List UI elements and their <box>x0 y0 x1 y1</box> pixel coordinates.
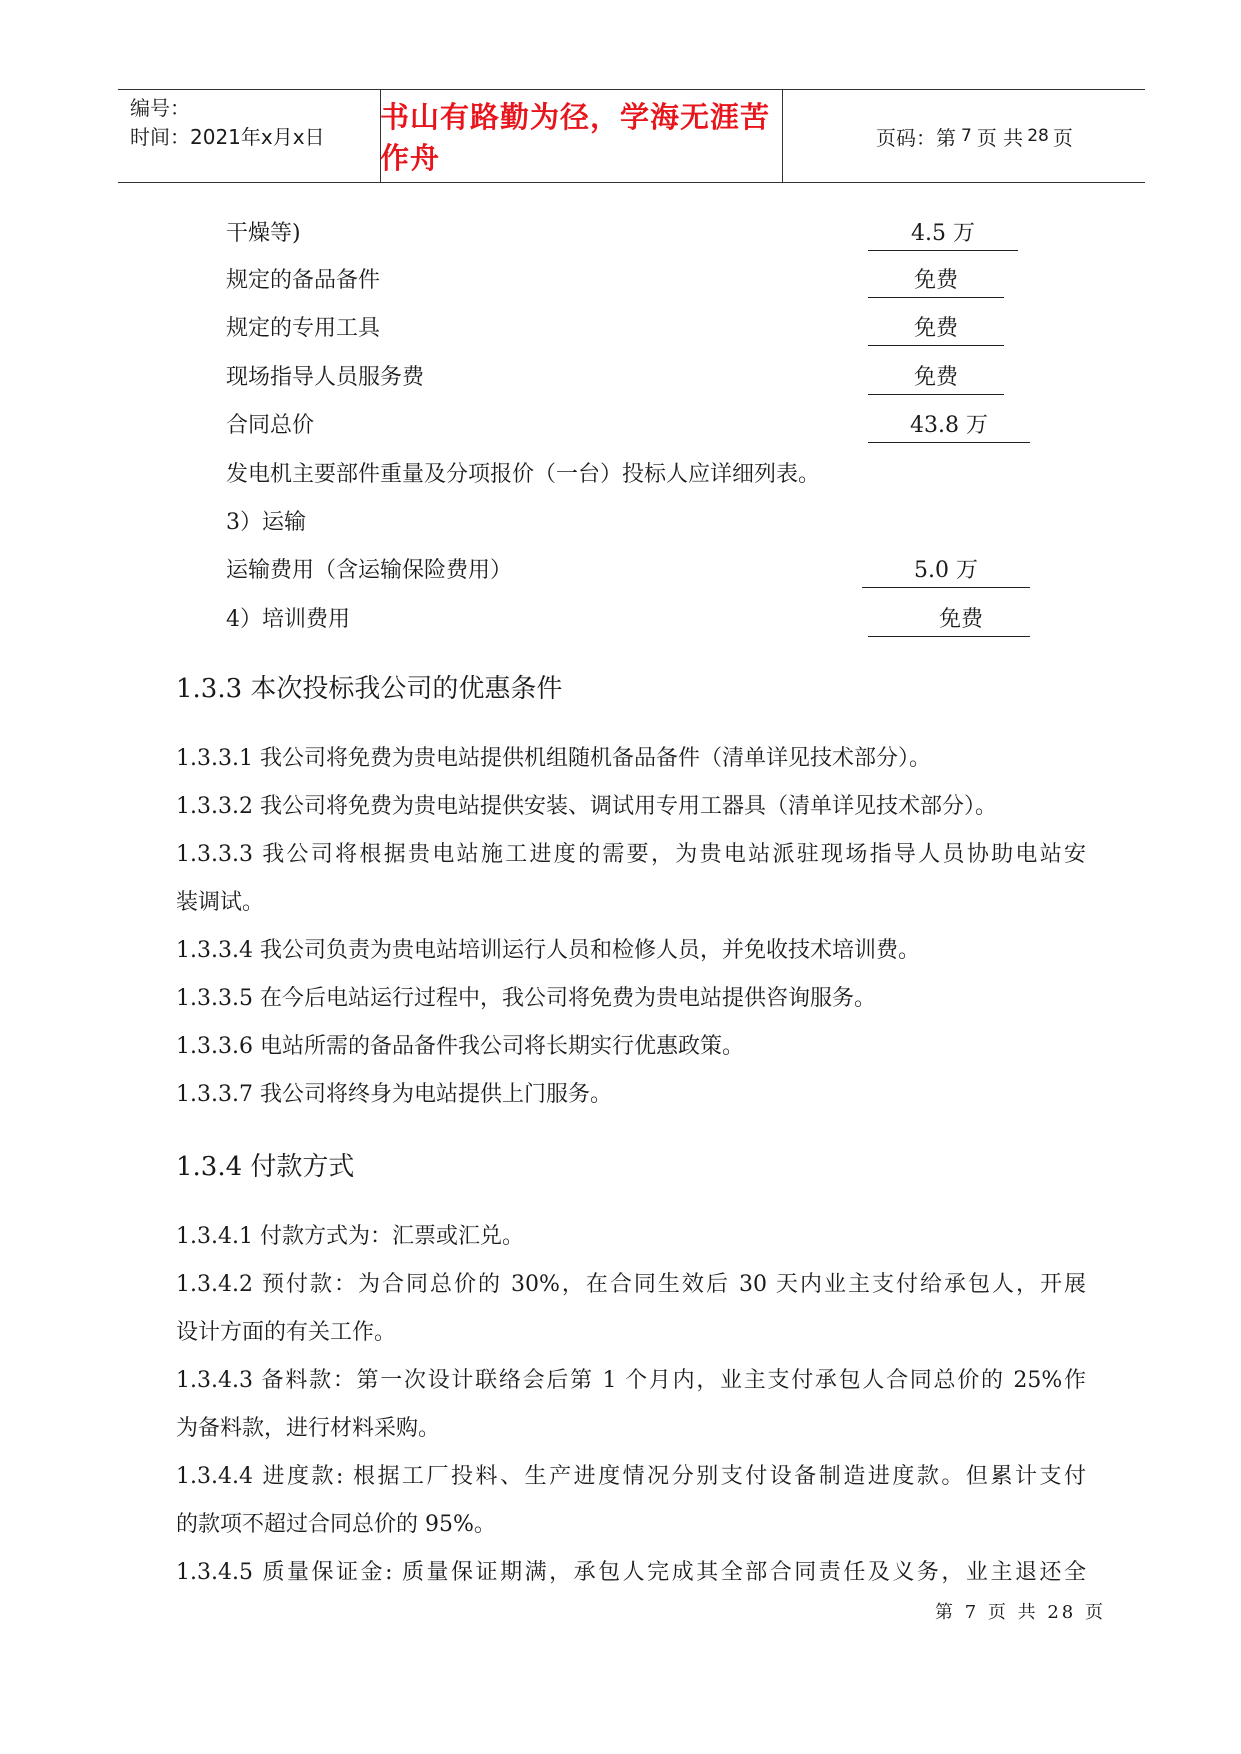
header-time-label: 时间：2021年x月x日 <box>130 125 325 149</box>
paragraph-line: 装调试。 <box>176 890 265 915</box>
paragraph-line: 1.3.4.2 预付款：为合同总价的 30%，在合同生效后 30 天内业主支付给承包人，开展 <box>176 1272 1086 1297</box>
header-page-current: 7 <box>961 126 972 146</box>
header-page-mid: 页 共 <box>976 125 1024 150</box>
paragraph-line: 1.3.3.3 我公司将根据贵电站施工进度的需要，为贵电站派驻现场指导人员协助电站安 <box>176 842 1086 867</box>
price-item-value: 4.5 万 <box>868 219 1018 251</box>
price-item-label: 规定的专用工具 <box>226 316 381 341</box>
price-item-label: 干燥等) <box>226 221 301 246</box>
header-motto: 书山有路勤为径，学海无涯苦作舟 <box>380 100 771 175</box>
paragraph-line: 的款项不超过合同总价的 95%。 <box>176 1512 496 1537</box>
price-item-label: 规定的备品备件 <box>226 268 381 293</box>
paragraph-line: 1.3.3.6 电站所需的备品备件我公司将长期实行优惠政策。 <box>176 1034 744 1059</box>
header-number-label: 编号： <box>130 96 190 120</box>
price-item-value: 免费 <box>868 314 1004 346</box>
price-item-label: 合同总价 <box>226 413 315 438</box>
header-page-info <box>876 90 1073 182</box>
transport-item-value: 5.0 万 <box>862 556 1030 588</box>
paragraph-line: 1.3.3.7 我公司将终身为电站提供上门服务。 <box>176 1082 612 1107</box>
price-item-value: 免费 <box>868 266 1004 298</box>
page-header <box>118 89 1145 183</box>
transport-heading: 3）运输 <box>226 510 306 535</box>
section-heading-134: 1.3.4 付款方式 <box>176 1152 355 1182</box>
paragraph-line: 1.3.4.4 进度款: 根据工厂投料、生产进度情况分别支付设备制造进度款。但累计支付 <box>176 1464 1086 1489</box>
header-meta <box>130 94 325 152</box>
section-heading-133: 1.3.3 本次投标我公司的优惠条件 <box>176 674 563 704</box>
header-page-end: 页 <box>1052 125 1073 150</box>
note-text: 发电机主要部件重量及分项报价（一台）投标人应详细列表。 <box>226 462 821 487</box>
page-footer: 第 7 页 共 28 页 <box>935 1602 1106 1623</box>
paragraph-line: 1.3.3.1 我公司将免费为贵电站提供机组随机备品备件（清单详见技术部分）。 <box>176 746 931 771</box>
header-divider-right <box>782 90 783 182</box>
section-133-body <box>176 735 1086 1119</box>
price-item-value: 免费 <box>868 363 1004 395</box>
training-item-label: 4）培训费用 <box>226 607 350 632</box>
paragraph-line: 为备料款，进行材料采购。 <box>176 1416 441 1441</box>
header-page-total: 28 <box>1027 126 1049 146</box>
section-134-body <box>176 1213 1086 1597</box>
price-item-label: 现场指导人员服务费 <box>226 365 425 390</box>
header-page-label: 页码：第 <box>876 125 956 150</box>
paragraph-line: 1.3.3.5 在今后电站运行过程中，我公司将免费为贵电站提供咨询服务。 <box>176 986 876 1011</box>
paragraph-line: 1.3.3.4 我公司负责为贵电站培训运行人员和检修人员，并免收技术培训费。 <box>176 938 920 963</box>
paragraph-line: 设计方面的有关工作。 <box>176 1320 397 1345</box>
paragraph-line: 1.3.4.1 付款方式为：汇票或汇兑。 <box>176 1224 524 1249</box>
paragraph-line: 1.3.4.3 备料款：第一次设计联络会后第 1 个月内，业主支付承包人合同总价的 25%作 <box>176 1368 1086 1393</box>
paragraph-line: 1.3.4.5 质量保证金: 质量保证期满，承包人完成其全部合同责任及义务，业主退还全 <box>176 1560 1086 1585</box>
paragraph-line: 1.3.3.2 我公司将免费为贵电站提供安装、调试用专用工器具（清单详见技术部分）。 <box>176 794 997 819</box>
contract-total-value: 43.8 万 <box>868 411 1030 443</box>
training-item-value: 免费 <box>868 605 1030 637</box>
transport-item-label: 运输费用（含运输保险费用） <box>226 558 513 583</box>
